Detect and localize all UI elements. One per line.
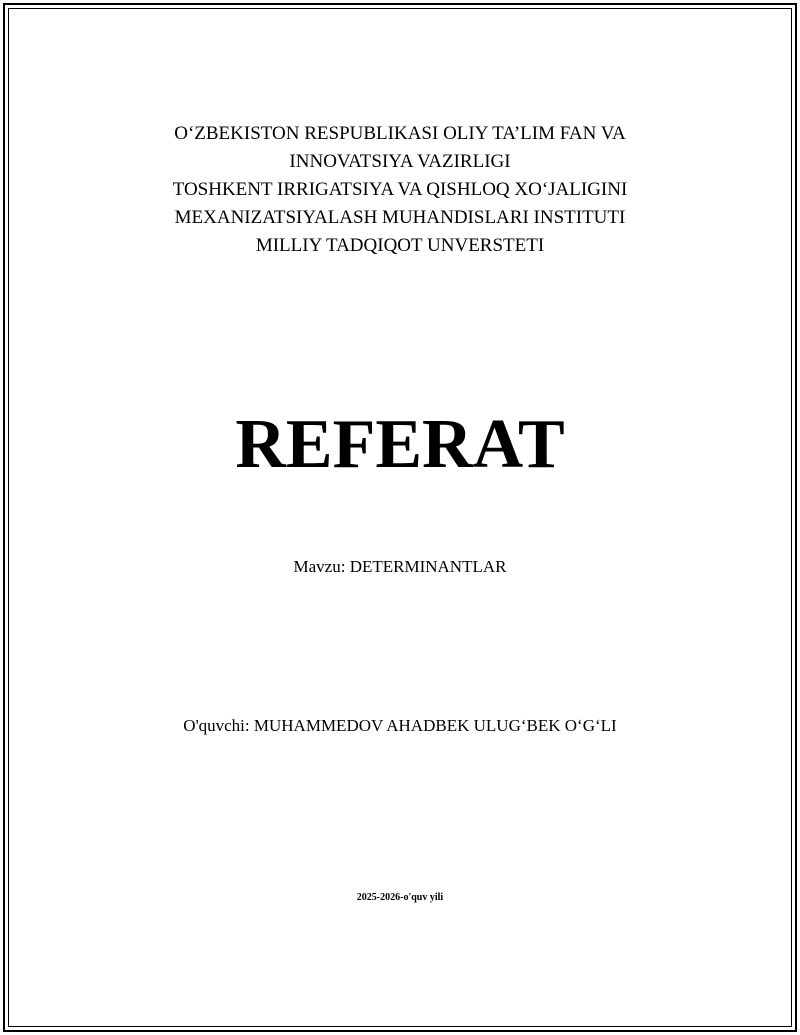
topic-line: Mavzu: DETERMINANTLAR xyxy=(293,557,507,576)
academic-year: 2025-2026-o'quv yili xyxy=(356,892,444,903)
header-line: TOSHKENT IRRIGATSIYA VA QISHLOQ XO‘JALIGINI xyxy=(172,179,628,200)
header-line: INNOVATSIYA VAZIRLIGI xyxy=(289,151,511,172)
institution-header xyxy=(0,120,800,260)
header-line: O‘ZBEKISTON RESPUBLIKASI OLIY TA’LIM FAN VA xyxy=(174,123,626,144)
header-line: MEXANIZATSIYALASH MUHANDISLARI INSTITUTI xyxy=(174,207,626,228)
header-line: MILLIY TADQIQOT UNVERSTETI xyxy=(255,235,545,256)
document-title: REFERAT xyxy=(235,406,565,483)
student-line: O'quvchi: MUHAMMEDOV AHADBEK ULUG‘BEK O‘G‘LI xyxy=(183,716,617,735)
